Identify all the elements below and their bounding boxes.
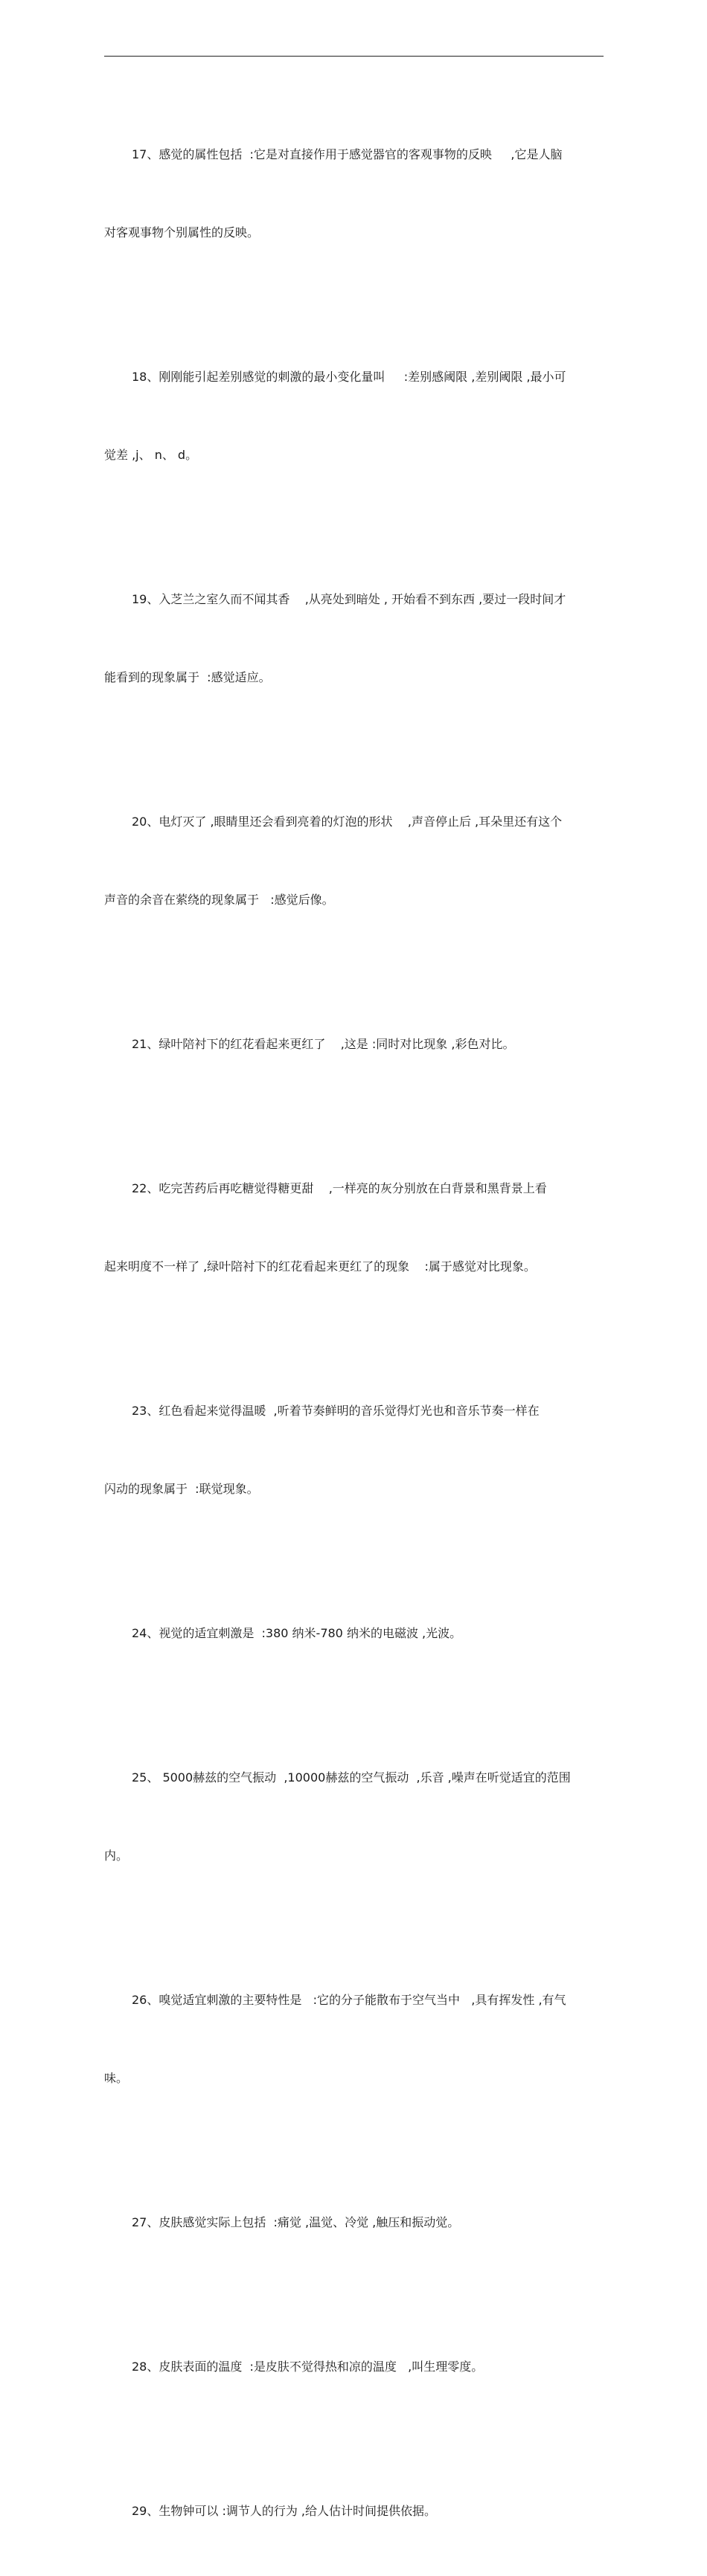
- paragraph-17: [104, 89, 604, 298]
- paragraph-line: 25、 5000赫兹的空气振动 ,10000赫兹的空气振动 ,乐音 ,噪声在听觉适宜的范围: [132, 1770, 571, 1785]
- paragraph-line: 17、感觉的属性包括 :它是对直接作用于感觉器官的客观事物的反映 ,它是人脑: [132, 147, 563, 161]
- paragraph-line: 26、嗅觉适宜刺激的主要特性是 :它的分子能散布于空气当中 ,具有挥发性 ,有气: [132, 1993, 566, 2007]
- paragraph-line: 27、皮肤感觉实际上包括 :痛觉 ,温觉、冷觉 ,触压和振动觉。: [132, 2215, 460, 2229]
- paragraph-line: 23、红色看起来觉得温暖 ,听着节奏鲜明的音乐觉得灯光也和音乐节奏一样在: [132, 1404, 540, 1418]
- paragraph-line: 对客观事物个别属性的反映。: [104, 225, 260, 240]
- paragraph-line: 21、绿叶陪衬下的红花看起来更红了 ,这是 :同时对比现象 ,彩色对比。: [132, 1037, 515, 1051]
- paragraph-20: [104, 757, 604, 965]
- paragraph-22: [104, 1123, 604, 1332]
- paragraph-line: 20、电灯灭了 ,眼睛里还会看到亮着的灯泡的形状 ,声音停止后 ,耳朵里还有这个: [132, 815, 563, 829]
- paragraph-21: [104, 979, 604, 1109]
- paragraph-line: 内。: [104, 1849, 129, 1863]
- paragraph-line: 22、吃完苦药后再吃糖觉得糖更甜 ,一样亮的灰分别放在白背景和黑背景上看: [132, 1181, 547, 1195]
- header-rule: [104, 56, 604, 57]
- paragraph-line: 19、入芝兰之室久而不闻其香 ,从亮处到暗处 , 开始看不到东西 ,要过一段时间才: [132, 592, 566, 606]
- paragraph-23: [104, 1346, 604, 1554]
- paragraph-29: [104, 2446, 604, 2576]
- paragraph-24: [104, 1568, 604, 1698]
- document-body: [104, 89, 604, 2576]
- paragraph-line: 能看到的现象属于 :感觉适应。: [104, 670, 271, 684]
- paragraph-line: 18、刚刚能引起差别感觉的刺激的最小变化量叫 :差别感阈限 ,差别阈限 ,最小可: [132, 370, 566, 384]
- paragraph-line: 闪动的现象属于 :联觉现象。: [104, 1482, 259, 1496]
- paragraph-25: [104, 1712, 604, 1921]
- paragraph-line: 味。: [104, 2071, 129, 2085]
- paragraph-line: 声音的余音在萦绕的现象属于 :感觉后像。: [104, 893, 334, 907]
- paragraph-27: [104, 2157, 604, 2287]
- paragraph-18: [104, 312, 604, 520]
- paragraph-19: [104, 534, 604, 742]
- paragraph-line: 觉差 ,j、 n、 d。: [104, 448, 198, 462]
- paragraph-26: [104, 1935, 604, 2143]
- paragraph-28: [104, 2302, 604, 2432]
- paragraph-line: 起来明度不一样了 ,绿叶陪衬下的红花看起来更红了的现象 :属于感觉对比现象。: [104, 1259, 536, 1273]
- paragraph-line: 24、视觉的适宜刺激是 :380 纳米-780 纳米的电磁波 ,光波。: [132, 1626, 462, 1640]
- paragraph-line: 28、皮肤表面的温度 :是皮肤不觉得热和凉的温度 ,叫生理零度。: [132, 2360, 484, 2374]
- paragraph-line: 29、生物钟可以 :调节人的行为 ,给人估计时间提供依据。: [132, 2504, 437, 2518]
